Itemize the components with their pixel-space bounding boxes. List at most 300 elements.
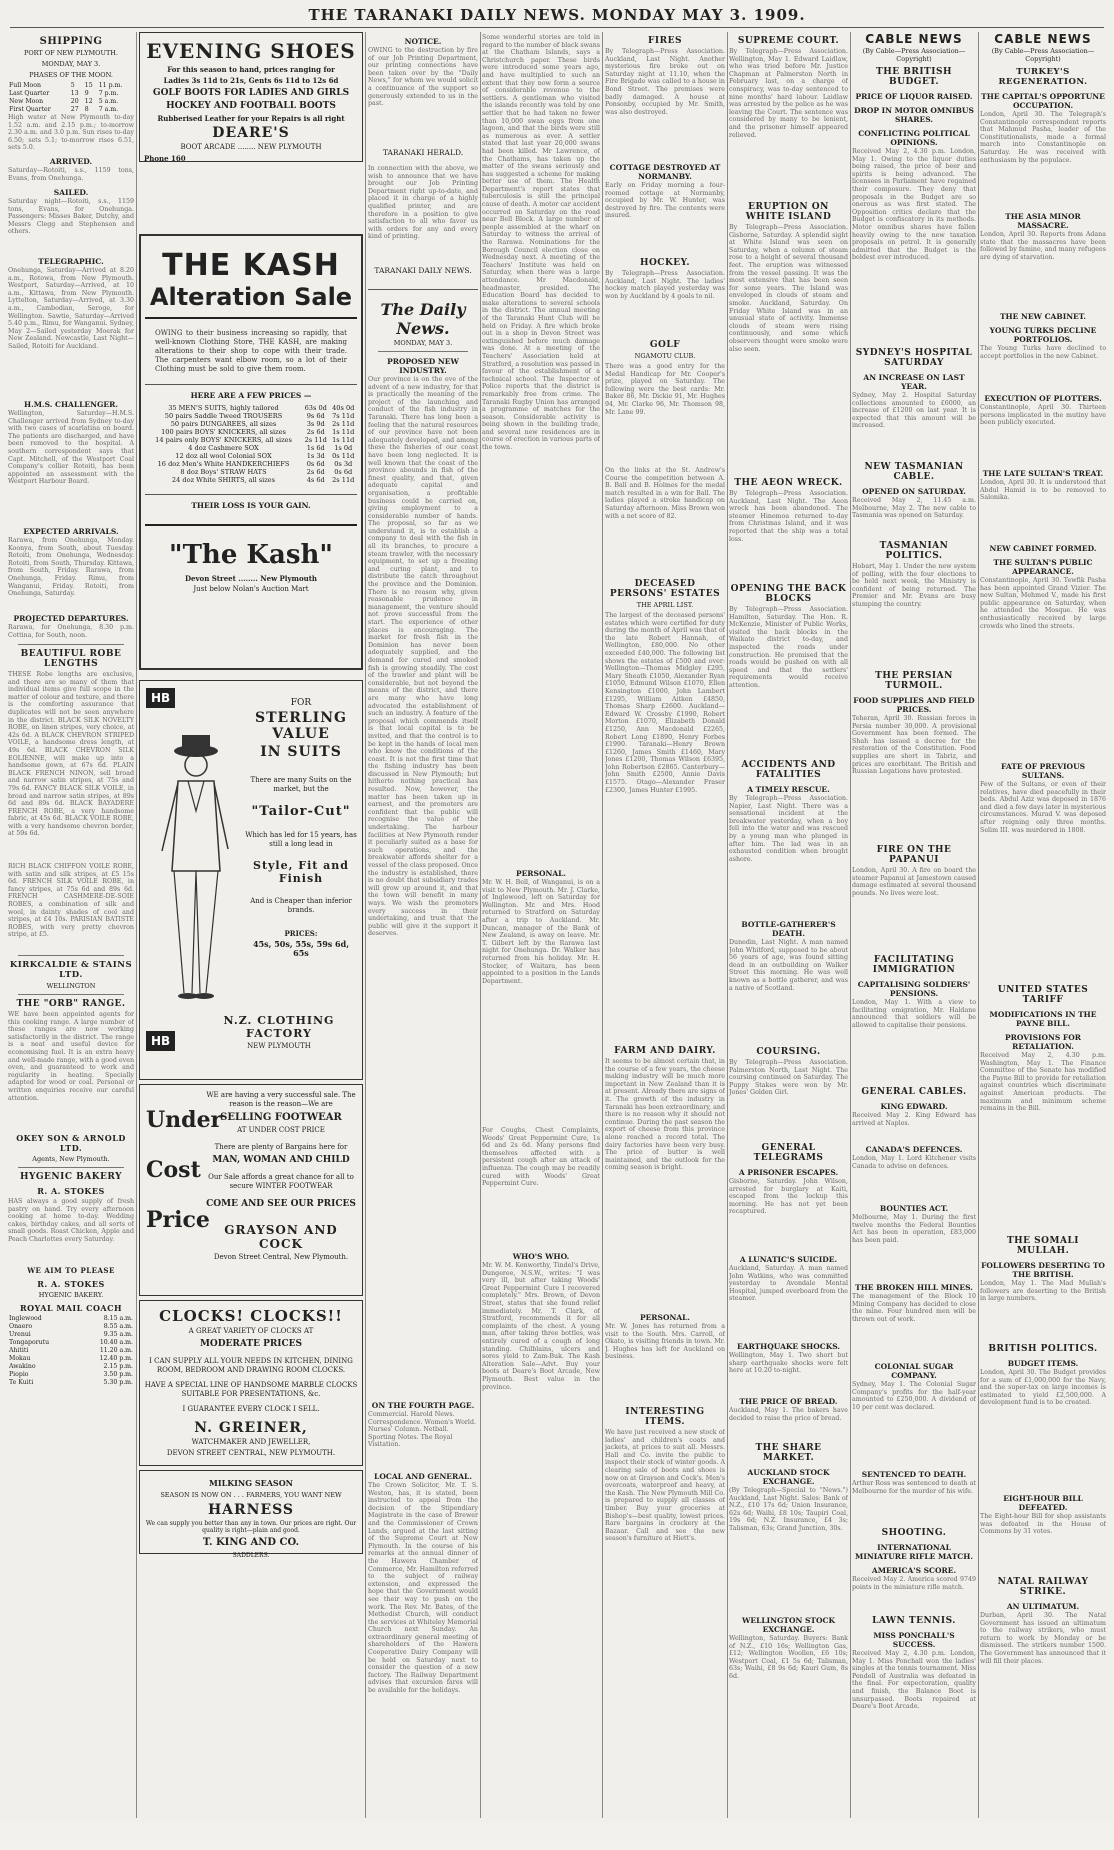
cabinet-formed-heading: NEW CABINET FORMED. (989, 544, 1097, 553)
under-word: Under (146, 1107, 223, 1133)
price-word: Price (146, 1207, 210, 1233)
moon-time: 7 a.m. (98, 106, 119, 113)
table-row (8, 1355, 134, 1363)
table-row (145, 444, 357, 452)
table-row (145, 468, 357, 476)
immigration-text: London, May 1. With a view to facilitating emigration, Mr. Haldane announced that soldiers will be allowed to capitalise their pensions. (852, 999, 976, 1029)
telegraphic-heading: TELEGRAPHIC. (38, 257, 104, 266)
table-row (8, 1347, 134, 1355)
column-rule (602, 32, 603, 1818)
harness-title: HARNESS (207, 1502, 295, 1518)
coursing-heading: COURSING. (756, 1047, 821, 1057)
moon-hour: 15 (84, 82, 93, 89)
selling-footwear: SELLING FOOTWEAR (220, 1112, 342, 1123)
kirkcaldie-heading: KIRKCALDIE & STAINS LTD. (9, 960, 133, 980)
persian-heading: THE PERSIAN TURMOIL. (875, 671, 953, 691)
bakery-text: HAS always a good supply of fresh pastry on hand. Try every afternoon cooking at home to-day. Wedding cakes, birthday cakes, and all sorts of small goods. Roast Chicken, Apple and Peach Charlottes every Saturday. (8, 1198, 134, 1243)
deare-sub: BOOT ARCADE ........ NEW PLYMOUTH (180, 143, 322, 151)
cabinet-heading: THE NEW CABINET. (999, 312, 1087, 321)
projected-heading: PROJECTED DEPARTURES. (13, 614, 129, 623)
greiner-title: N. GREINER, (194, 1420, 308, 1436)
general-heading: GENERAL TELEGRAMS (753, 1143, 824, 1163)
price-item: 100 pairs BOYS' KNICKERS, all sizes (161, 428, 286, 436)
king-edward-heading: KING EDWARD. (880, 1102, 948, 1111)
price-new: 1s 11d (332, 436, 355, 444)
cottage-text: Early on Friday morning a four-roomed cottage at Normanby, occupied by Mr. W. Hunter, was destroyed by fire. The contents were insured. (605, 182, 725, 220)
robe-heading: BEAUTIFUL ROBE LENGTHS (20, 649, 122, 669)
deare-title: DEARE'S (212, 125, 290, 141)
coach-time: 5.30 p.m. (103, 1379, 133, 1386)
eight-hour-text: The Eight-hour Bill for shop assistants was defeated in the House of Commons by 31 votes. (980, 1513, 1106, 1536)
hb-logo (146, 687, 175, 708)
fires-text: By Telegraph—Press Association. Auckland, Last Night. Another mysterious fire broke out on Saturday night at 11.10, when the Fire Brigade was called to a house in Bond Street. The premises were badly damaged. A house at Ponsonby, occupied by Mr. Smith, was also destroyed. (605, 48, 725, 116)
hb-logo-text: HB (146, 1031, 175, 1051)
selling-intro: WE are having a very successful sale. The reason is the reason—We are (206, 1091, 356, 1108)
sydney-text: Sydney, May 2. Hospital Saturday collections amounted to £6000, an increase of £1200 on last year. It is expected that this amount will be increased. (852, 392, 976, 430)
tide-text: High water at New Plymouth to-day 1.52 a.m. and 2.15 p.m.; to-morrow 2.30 a.m. and 3.0 p.m. Sun rises to-day 6.50; sets 5.1; to-morrow rises 6.51, sets 5.0. (8, 114, 134, 152)
broken-hill-heading: THE BROKEN HILL MINES. (855, 1283, 973, 1292)
ad-line: For this season to hand, prices ranging for (167, 65, 335, 74)
coursing-text: By Telegraph—Press Association. Palmerston North, Last Night. The coursing continued on Saturday. The Puppy Stakes were won by Mr. Jones' Golden Girl. (729, 1059, 848, 1097)
orb-text: WE have been appointed agents for this cooking range. A large number of these ranges are now working satisfactorily in the district. The range is a neat and useful device for economising fuel. It is an extra heavy and well-made range, with a good even oven, and guaranteed to work and regularity in heating. Specially adapted for wood or coal. Personal or written enquiries receive our careful attention. (8, 1011, 134, 1102)
bread-heading: THE PRICE OF BREAD. (739, 1397, 838, 1406)
hb-style: Style, Fit and Finish (253, 859, 349, 885)
column-editorial (368, 32, 478, 1822)
coach-stop: Mokau (9, 1355, 31, 1362)
bottle-text: Dunedin, Last Night. A man named John Whitford, supposed to be about 56 years of age, was found sitting dead in an outbuilding on Walker Street this morning. He was well known as a bottle gatherer, and was a native of Scotland. (729, 939, 848, 992)
wellington-sx-text: Wellington, Saturday. Buyers: Bank of N.Z., £10 16s; Wellington Gas, £12; Wellington Woollen, £6 10s; Westport Coal, £1 5s 6d; Talisman, 63s; Waihi, £8 9s 6d; Kauri Gum, 8s 6d. (729, 1635, 848, 1680)
bread-text: Auckland, May 1. The bakers have decided to raise the price of bread. (729, 1407, 848, 1422)
divider (18, 955, 124, 956)
telegraphic-text: Onehunga, Saturday—Arrived at 8.20 a.m., Rotowa, from New Plymouth. Westport, Saturday—Arrived, at 10 a.m., Kittawa, from New Plymouth. Lyttelton, Saturday—Arrived, at 3.30 a.m., Cambodian, Seroge, for Wellington. Sawtie, Saturday—Arrived 5.40 p.m., Rimu, for Wanganui. Sydney, May 2—Sailed yesterday Moerak for New Zealand. Newcastle, Last Night—Sailed, Rotoiti for Auckland. (8, 267, 134, 350)
colonial-sugar-heading: COLONIAL SUGAR COMPANY. (874, 1362, 954, 1380)
column-rule (727, 32, 728, 1818)
divider (18, 644, 124, 645)
table-row (8, 82, 134, 90)
fourth-page-list: Commercial. Harold News. Correspondence. Women's World. Nurses' Column. Netball. Sporting Notes. The Royal Visitation. (368, 1411, 476, 1449)
price-item: 14 pairs only BOYS' KNICKERS, all sizes (155, 436, 292, 444)
fourth-page-heading: ON THE FOURTH PAGE. (371, 1401, 475, 1410)
eruption-heading: ERUPTION ON WHITE ISLAND (745, 202, 832, 222)
milking-title: MILKING SEASON (209, 1478, 293, 1488)
hb-suits: IN SUITS (260, 744, 342, 760)
price-old: 4s 6d (306, 476, 325, 484)
moon-heading: PHASES OF THE MOON. (29, 71, 113, 79)
moon-hour: 9 (84, 90, 89, 97)
table-row (8, 1379, 134, 1387)
moon-phase: Full Moon (9, 82, 41, 89)
table-row (145, 412, 357, 420)
coach-table (8, 1315, 134, 1387)
coach-time: 8.55 a.m. (103, 1323, 133, 1330)
table-row (145, 452, 357, 460)
kash-address-2: Just below Nolan's Auction Mart (193, 585, 309, 593)
price-item: 12 doz all wool Colonial SOX (175, 452, 272, 460)
bakery-slogan: WE AIM TO PLEASE (27, 1266, 115, 1275)
general-cables-heading: GENERAL CABLES. (861, 1087, 967, 1097)
editorial-date: MONDAY, MAY 3. (393, 339, 453, 347)
golf-heading: GOLF (649, 340, 681, 350)
accidents-heading: ACCIDENTS AND FATALITIES (741, 760, 836, 780)
ad-line: Ladies 3s 11d to 21s, Gents 6s 11d to 12s 6d (163, 76, 339, 85)
ultimatum-heading: AN ULTIMATUM. (1006, 1602, 1080, 1611)
table-row (8, 1371, 134, 1379)
conflicting-heading: CONFLICTING POLITICAL OPINIONS. (858, 129, 970, 147)
personal-heading: PERSONAL. (515, 869, 567, 878)
price-old: 1s 6d (306, 444, 325, 452)
table-row (8, 98, 134, 106)
grayson-address: Devon Street Central, New Plymouth. (213, 1253, 349, 1261)
ad-line: HOCKEY AND FOOTBALL BOOTS (166, 101, 336, 111)
advert-text: For Coughs, Chest Complaints, Woods' Great Peppermint Cure, 1s 6d and 2s 6d. Many persons find themselves affected with a persistent cough after an attack of influenza. The cough may be readily cured with Woods' Great Peppermint Cure. (482, 1127, 600, 1188)
divider (378, 351, 468, 352)
price-new: 2s 11d (332, 476, 355, 484)
hb-tailor-cut: "Tailor-Cut" (251, 804, 351, 819)
public-appeal-text: Constantinople, April 30. Tewfik Pasha has been appointed Grand Vizier. The new Sultan, Mehmed V., made his first public appearance on Saturday, when he attended the Mosque. He was enthusiastically received by large crowds who lined the streets. (980, 577, 1106, 630)
tennis-sub: MISS PONCHALL'S SUCCESS. (873, 1631, 955, 1649)
arrived-heading: ARRIVED. (49, 157, 93, 166)
stokes-sub: HYGENIC BAKERY. (38, 1291, 104, 1299)
price-new: 40s 0d (332, 404, 355, 412)
kash-ad (139, 234, 363, 670)
personal-text: Mr. W. H. Bell, of Wanganui, is on a visit to New Plymouth. Mr. J. Clarke, of Inglewood, left on Saturday for Wellington. Mr. and Mrs. Hood returned to Stratford on Saturday after a trip to Auckland. Mr. Duncan, manager of the Bank of New Zealand, is away on leave. Mr. T. Gilbert left by the Rarawa last night for Onehunga. Dr. Walker has returned from his holiday. Mr. H. Stocker, of Waitara, has been appointed to a position in the Lands Department. (482, 879, 600, 985)
bargains-line: There are plenty of Bargains here for (214, 1143, 348, 1151)
price-old: 2s 6d (306, 428, 325, 436)
coach-time: 11.20 a.m. (99, 1347, 133, 1354)
port-heading: PORT OF NEW PLYMOUTH. (23, 49, 119, 57)
coach-time: 3.50 p.m. (103, 1371, 133, 1378)
wellington-sx-heading: WELLINGTON STOCK EXCHANGE. (741, 1616, 836, 1634)
price-new: 0s 3d (334, 460, 353, 468)
turkey-heading: TURKEY'S REGENERATION. (998, 67, 1088, 87)
hb-clothing-ad (139, 680, 363, 1080)
hb-np: NEW PLYMOUTH (247, 1042, 311, 1050)
price-old: 3s 9d (306, 420, 325, 428)
arrived-text: Saturday—Rotoiti, s.s., 1159 tons, Evans, from Onehunga. (8, 167, 134, 182)
hb-logo-text: HB (146, 688, 175, 708)
daily-news-sig: TARANAKI DAILY NEWS. (374, 266, 472, 275)
moon-time: 7 p.m. (98, 90, 119, 97)
moon-day: 20 (70, 98, 79, 105)
hygenic-heading: HYGENIC BAKERY (19, 1172, 123, 1182)
price-item: 50 pairs Saddle Tweed TROUSERS (164, 412, 283, 420)
bottle-heading: BOTTLE-GATHERER'S DEATH. (741, 920, 836, 938)
persian-sub: FOOD SUPPLIES AND FIELD PRICES. (853, 696, 975, 714)
farm-heading: FARM AND DAIRY. (614, 1046, 716, 1056)
moon-time: 5 a.m. (98, 98, 119, 105)
ad-line: Rubberised Leather for your Repairs is all right (157, 114, 345, 123)
public-appeal-heading: THE SULTAN'S PUBLIC APPEARANCE. (993, 558, 1093, 576)
immigration-sub: CAPITALISING SOLDIERS' PENSIONS. (857, 980, 971, 998)
cable-heading: CABLE NEWS (865, 32, 963, 46)
sailed-text: Saturday night—Rotoiti, s.s., 1159 tons, Evans, for Onehunga. Passengers: Misses Baker, Dutchy, and Messrs Clegg and Stephenson and others. (8, 198, 134, 236)
kash-text: OWING to their business increasing so rapidly, that well-known Clothing Store, THE KASH, are making alterations to their shop to cope with their trade. The carpenters want elbow room, so a lot of their Clothing must be sold to give them room. (155, 329, 347, 373)
price-item: 35 MEN'S SUITS, highly tailored (168, 404, 279, 412)
under-cost-price (142, 1105, 223, 1235)
moon-hour: 12 (84, 98, 93, 105)
king-edward-text: Received May 2. King Edward has arrived at Naples. (852, 1112, 976, 1127)
previous-heading: FATE OF PREVIOUS SULTANS. (1000, 762, 1086, 780)
price-new: 0s 6d (334, 468, 353, 476)
greiner-address: DEVON STREET CENTRAL, NEW PLYMOUTH. (166, 1449, 336, 1457)
earthquake-text: Wellington, May 1. Two short but sharp earthquake shocks were felt here at 10.20 to-night. (729, 1352, 848, 1375)
moon-day: 27 (70, 106, 79, 113)
okey-heading: OKEY SON & ARNOLD LTD. (16, 1133, 126, 1153)
somali-sub: FOLLOWERS DESERTING TO THE BRITISH. (981, 1261, 1105, 1279)
table-row (8, 106, 134, 114)
natal-heading: NATAL RAILWAY STRIKE. (997, 1577, 1089, 1597)
back-blocks-heading: OPENING THE BACK BLOCKS (730, 584, 847, 604)
coach-stop: Tongaporutu (9, 1339, 50, 1346)
clocks-supply: I CAN SUPPLY ALL YOUR NEEDS IN KITCHEN, DINING ROOM, BEDROOM AND DRAWING ROOM CLOCKS. (149, 1357, 353, 1374)
coach-stop: Onaero (9, 1323, 33, 1330)
moon-time: 11 p.m. (98, 82, 123, 89)
colonial-sugar-text: Sydney, May 1. The Colonial Sugar Company's profits for the half-year amounted to £250,000. A dividend of 10 per cent was declared. (852, 1381, 976, 1411)
hb-text-2: Which has led for 15 years, has still a long lead in (245, 831, 357, 848)
notice-text: OWING to the destruction by fire of our Job Printing Department, our printing connections have been taken over by the "Daily News," for whom we would solicit a continuance of the support so generously extended to us in the past. (368, 47, 478, 108)
eruption-text: By Telegraph—Press Association. Gisborne, Saturday. A splendid sight at White Island was seen on Saturday, when a column of steam rose to a height of several thousand feet. The eruption was witnessed from the vessel passing. It was the most extensive that has been seen for some years. The Island was enveloped in clouds of steam and smoke. Auckland, Saturday. On Friday White Island was in an unusual state of activity. Immense clouds of steam were rising continuously, and some which observers thought were smoke were also seen. (729, 224, 848, 353)
ultimatum-text: Durban, April 30. The Natal Government has issued an ultimatum to the railway strikers, who must return to work by Monday or be dismissed. The strikers number 1500. The Government has announced that it will fill their places. (980, 1612, 1106, 1665)
lunatic-heading: A LUNATIC'S SUICIDE. (739, 1255, 838, 1264)
table-row (145, 420, 357, 428)
grayson-cock-ad (139, 1084, 363, 1296)
deceased-sub: THE APRIL LIST. (636, 601, 694, 609)
price-item: 16 doz Men's White HANDKERCHIEFS (157, 460, 290, 468)
evening-shoes-ad (139, 32, 363, 162)
stokes-heading: R. A. STOKES (37, 1186, 105, 1196)
notice-heading: NOTICE. (404, 37, 442, 46)
price-new: 1s 0d (334, 444, 353, 452)
harness-sub: We can supply you better than any in town. Our prices are right. Our quality is right—plain and good. (145, 1520, 357, 1534)
british-politics-heading: BRITISH POLITICS. (988, 1344, 1098, 1354)
turkey-sub: THE CAPITAL'S OPPORTUNE OCCUPATION. (981, 92, 1105, 110)
price-old: 2s 11d (304, 436, 327, 444)
column-rule (136, 32, 137, 1818)
tasman-cable-text: Received May 2, 11.45 a.m. Melbourne, May 2. The new cable to Tasmania was opened on Saturday. (852, 497, 976, 520)
divider (18, 1167, 124, 1168)
cottage-heading: COTTAGE DESTROYED AT NORMANBY. (609, 163, 721, 181)
price-item: 50 pairs DUNGAREES, all sizes (170, 420, 277, 428)
coach-stop: Urenui (9, 1331, 31, 1338)
young-turks-heading: YOUNG TURKS DECLINE PORTFOLIOS. (989, 326, 1097, 344)
tasman-politics-heading: TASMANIAN POLITICS. (879, 541, 949, 561)
cable-sub: (By Cable—Press Association—Copyright) (991, 47, 1095, 63)
sentenced-heading: SENTENCED TO DEATH. (861, 1470, 967, 1479)
alteration-heading: Alteration Sale (145, 283, 357, 319)
bounties-heading: BOUNTIES ACT. (879, 1204, 949, 1213)
expected-text: Rarawa, from Onehunga, Monday. Koonya, from South, about Tuesday. Rotoiti, from Onehunga, Wednesday. Rotoiti, from South, Thursday. Kittawa, from South, Friday. Rarawa, from Onehunga, Friday. Rimu, from Wanganui, Friday. Rotoiti, from Onehunga, Saturday. (8, 537, 134, 598)
execution-heading: EXECUTION OF PLOTTERS. (984, 394, 1102, 403)
column-rule (850, 32, 851, 1818)
table-row (145, 436, 357, 444)
hb-sterling: STERLING VALUE (255, 710, 347, 742)
herald-sig: TARANAKI HERALD. (382, 148, 464, 157)
moon-phase: First Quarter (9, 106, 51, 113)
aeon-heading: THE AEON WRECK. (734, 478, 843, 488)
king-harness-ad (139, 1470, 363, 1558)
price-old: 0s 6d (306, 460, 325, 468)
coach-time: 9.35 a.m. (103, 1331, 133, 1338)
the-kash-title: "The Kash" (145, 524, 357, 570)
rifle-heading: INTERNATIONAL MINIATURE RIFLE MATCH. (855, 1543, 973, 1561)
moon-day: 5 (70, 82, 75, 89)
somali-text: London, May 1. The Mad Mullah's followers are deserting to the British in large numbers. (980, 1280, 1106, 1303)
column-advertisements (139, 32, 363, 1558)
budget-text: Received May 2, 4.30 p.m. London, May 1. Owing to the liquor duties being raised, the price of beer and spirits is being advanced. The licensees in Parliament have regained their composure. They deny that proposals in the Budget are so onerous as was first stated. The Opposition critics declare that the Budget is confiscatory in its methods. Motor omnibus shares have fallen heavily owing to the new taxation proposals on petrol. It is generally admitted that the Budget is the boldest ever introduced. (852, 148, 976, 262)
stokes-heading-2: R. A. STOKES (37, 1279, 105, 1289)
coach-stop: Inglewood (9, 1315, 42, 1322)
asia-heading: THE ASIA MINOR MASSACRE. (1005, 212, 1081, 230)
farm-text: It seems to be almost certain that, in the course of a few years, the cheese making industry will be much more important in New Zealand than it is at present. Already there are signs of it. The growth of the industry in Taranaki has been extraordinary, and there is no reason why it should not continue. During the past season the export of cheese from this province alone reached a record total. The dairy factories have been very busy. The price of butter is well maintained, and the outlook for the coming season is bright. (605, 1058, 725, 1172)
interesting-heading: INTERESTING ITEMS. (625, 1407, 705, 1427)
late-sultan-heading: THE LATE SULTAN'S TREAT. (982, 469, 1104, 478)
column-shipping (8, 32, 134, 1387)
come-see: COME AND SEE OUR PRICES (206, 1199, 356, 1209)
robe-text: THESE Robe lengths are exclusive, and there are so many of them that individual items give full scope in the matter of colour and texture, and there is the comforting assurance that duplicates will not be seen anywhere in the district. BLACK SILK NOVELTY ROBE, on linen stripes, very choice, at 42s 6d. A BLACK CHEVRON STRIPED VOILE, a handsome dress length, at 49s 6d. BLACK CHEVRON SILK EOLIENNE, will make up into a handsome gown, at 67s 6d. PLAIN BLACK FRENCH NINON, sell broad and narrow satin stripes, at 75s and 79s 6d. FANCY BLACK SILK VOILE, in broad and narrow satin stripes, at 89s 6d and 89s 6d. BLACK BAYADERE FRENCH ROBE, a very handsome fabric, at 45s 6d. BLACK VOILE ROBE, with a very handsome chevron border, at 59s 6d. (8, 671, 134, 838)
cable-sub: (By Cable—Press Association—Copyright) (862, 47, 966, 63)
moon-day: 13 (70, 90, 79, 97)
price-new: 0s 11d (332, 452, 355, 460)
clocks-title: CLOCKS! CLOCKS!! (159, 1307, 343, 1325)
sale-affords: Our Sale affords a great chance for all to secure WINTER FOOTWEAR (208, 1173, 354, 1190)
under-cost-line: AT UNDER COST PRICE (237, 1126, 325, 1134)
table-row (145, 476, 357, 484)
column-general (482, 32, 600, 1742)
hb-factory: N.Z. CLOTHING FACTORY (223, 1014, 335, 1040)
provisions-text: Received May 2, 4.30 p.m. Washington, May 1. The Finance Committee of the Senate has modified the Payne Bill to provide for retaliation against countries which discriminate against American products. The maximum and minimum scheme remains in the Bill. (980, 1052, 1106, 1113)
tasman-cable-sub: OPENED ON SATURDAY. (862, 487, 966, 496)
us-tariff-heading: UNITED STATES TARIFF (997, 985, 1089, 1005)
coach-time: 12.40 p.m. (99, 1355, 133, 1362)
grayson-title: GRAYSON AND COCK (224, 1223, 338, 1251)
budget-heading: THE BRITISH BUDGET. (876, 67, 952, 87)
cost-word: Cost (146, 1157, 201, 1183)
shipping-heading: SHIPPING (39, 36, 103, 47)
who-text: Mr. W. M. Kenworthy, Tindel's Drive, Dungeree, N.S.W., writes: "I was very ill, but after taking Woods' Great Peppermint Cure I recovered completely." Mrs. Brown, of Devon Street, states that she found relief immediately. Mr. T. Clark, of Stratford, recommends it for all complaints of the chest. A young man, after taking three bottles, was entirely cured of a cough of long standing. Chilblains, ulcers and sores yield to Zam-Buk. The Kash Alteration Sale—Advt. Buy your boots at Deare's Boot Arcade, New Plymouth. Best value in the province. (482, 1262, 600, 1391)
few-prices: HERE ARE A FEW PRICES — (145, 384, 357, 400)
personal-text-2: Mr. W. Jones has returned from a visit to the South. Mrs. Carroll, of Okato, is visiting friends in town. Mr. J. Hughes has left for Auckland on business. (605, 1323, 725, 1361)
coach-time: 10.40 a.m. (99, 1339, 133, 1346)
local-heading: LOCAL AND GENERAL. (374, 1472, 472, 1481)
greiner-clocks-ad (139, 1300, 363, 1466)
clocks-guarantee: I GUARANTEE EVERY CLOCK I SELL. (182, 1405, 320, 1413)
table-row (8, 1339, 134, 1347)
challenger-heading: H.M.S. CHALLENGER. (24, 400, 118, 409)
personal-heading-2: PERSONAL. (639, 1313, 691, 1322)
hockey-text: By Telegraph—Press Association. Auckland, Last Night. The ladies' hockey match played yesterday was won by Auckland by 4 goals to nil. (605, 270, 725, 300)
share-heading: THE SHARE MARKET. (755, 1443, 822, 1463)
shipping-date: MONDAY, MAY 3. (41, 60, 101, 68)
shooting-heading: SHOOTING. (881, 1528, 947, 1538)
cable-heading: CABLE NEWS (994, 32, 1092, 46)
aeon-text: By Telegraph—Press Association. Auckland, Last Night. The Aeon wreck has been abandoned. The steamer Hinemoa returned to-day from Christmas Island, and it was reported that the ship was a total loss. (729, 490, 848, 543)
hb-text-1: There are many Suits on the market, but the (250, 776, 352, 793)
somali-heading: THE SOMALI MULLAH. (1006, 1236, 1080, 1256)
robe-text-2: RICH BLACK CHIFFON VOILE ROBE, with satin and silk stripes, at £5 15s 6d. FRENCH SILK VOILE ROBE, in fancy stripes, at 75s 6d and 89s 6d. FRENCH CASHMERE-DE-SOIE ROBES, a combination of silk and wool, in dainty shades of cool and stripes, at £4 10s. PARISIAN BATISTE ROBES, with very pretty chevron stripe, at £5. (8, 863, 134, 939)
royal-mail-heading: ROYAL MAIL COACH (19, 1303, 123, 1313)
bounties-text: Melbourne, May 1. During the first twelve months the Federal Bounties Act has been in operation, £83,000 has been paid. (852, 1214, 976, 1244)
motor-heading: DROP IN MOTOR OMNIBUS SHARES. (854, 106, 974, 124)
budget-sub: PRICE OF LIQUOR RAISED. (855, 92, 973, 101)
kash-heading: THE KASH (162, 248, 340, 283)
persian-text: Teheran, April 30. Russian forces in Persia number 30,000. A provisional Government has been formed. The Shah has issued a decree for the restoration of the Constitution. Food supplies are short in Tabriz, and prices are exorbitant. The British and Russian Legations have protested. (852, 715, 976, 776)
papanui-heading: FIRE ON THE PAPANUI (876, 845, 952, 865)
kash-prices-table (145, 404, 357, 484)
coach-stop: Te Kuiti (9, 1379, 34, 1386)
immigration-heading: FACILITATING IMMIGRATION (872, 955, 956, 975)
evening-shoes-title: EVENING SHOES (146, 39, 356, 63)
broken-hill-text: The management of the Block 10 Mining Company has decided to close the mine. Four hundred men will be thrown out of work. (852, 1293, 976, 1323)
golf-text: There was a good entry for the Medal Handicap for Mr. Cooper's prize, played on Saturday. The following were the best cards: Mr. Baker 86, Mr. Dickie 91, Mr. Hughes 94, Mr. Clarke 96, Mr. Thomson 98, Mr. Lane 99. (605, 363, 725, 416)
projected-text: Rarawa, for Onehunga, 8.30 p.m. Cottina, for South, noon. (8, 624, 134, 639)
golf-sub: NGAMOTU CLUB. (634, 352, 696, 360)
deceased-heading: DECEASED PERSONS' ESTATES (609, 579, 721, 599)
canada-heading: CANADA'S DEFENCES. (865, 1145, 963, 1154)
greiner-sub: WATCHMAKER AND JEWELLER, (191, 1438, 311, 1446)
table-row (145, 404, 357, 412)
payne-heading: MODIFICATIONS IN THE PAYNE BILL. (989, 1010, 1097, 1028)
back-blocks-text: By Telegraph—Press Association. Hamilton, Saturday. The Hon. R. McKenzie, Minister of Public Works, visited the back blocks in the Waikato district to-day, and inspected the roads under construction. He promised that the roads would be pushed on with all speed and that the settlers' requirements would receive attention. (729, 606, 848, 689)
coach-stop: Awakino (9, 1363, 36, 1370)
loss-line: THEIR LOSS IS YOUR GAIN. (145, 494, 357, 510)
price-item: 4 doz Cashmere SOX (188, 444, 259, 452)
tennis-heading: LAWN TENNIS. (872, 1616, 956, 1626)
hb-prices-label: PRICES: (284, 929, 318, 938)
deceased-text: The largest of the deceased persons' estates which were certified for duty during the month of April was that of the late Robert Hannah, of Wellington, £80,000. No other exceeded £40,000. The following list shows the estates of £500 and over: Wellington—Thomas Midgley £295, Mary Sheath £1050, Alexander Ryan £1050, Edmund Wilson £1070, Ellen Kensington £1000, John Lambert £1295, William Aitken £4850, Thomas Sharp £2600. Auckland—Edward W. Crossby £1990, Robert Morton £1070, Elizabeth Donald £1250, Ann Macdonald £2265, Robert Long £1890, Henry Forbes £1990. Taranaki—Henry Brown £1260, James Smith £1460, Mary Jones £1200, Thomas Wilson £6395, John Robertson £2865. Canterbury—John Smith £2500, Annie Davis £1575. Otago—Alexander Fraser £2300, James Hunter £1995. (605, 612, 725, 794)
column-cable-news-2 (980, 32, 1106, 1762)
column-rule (480, 32, 481, 1818)
asia-text: London, April 30. Reports from Adana state that the massacres have been followed by famine, and many refugees are dying of starvation. (980, 231, 1106, 261)
masthead: THE TARANAKI DAILY NEWS. MONDAY MAY 3. 1909. (10, 6, 1104, 28)
price-new: 1s 11d (332, 428, 355, 436)
man-in-suit-icon (144, 731, 244, 1001)
coach-stop: Ahititi (9, 1347, 29, 1354)
industry-heading: PROPOSED NEW INDUSTRY. (387, 357, 459, 375)
column-rule (978, 32, 979, 1818)
okey-sub: Agents, New Plymouth. (32, 1155, 110, 1163)
table-row (145, 428, 357, 436)
table-row (8, 1323, 134, 1331)
ad-line: GOLF BOOTS FOR LADIES AND GIRLS (152, 88, 350, 98)
americas-heading: AMERICA'S SCORE. (871, 1566, 957, 1575)
sailed-heading: SAILED. (53, 188, 89, 197)
golf-text-2: On the links at the St. Andrew's Course the competition between A. B. Ball and B. Holmes for the medal match resulted in a win for Ball. The ladies played a stroke handicap on Saturday afternoon. Miss Brown won with a net score of 82. (605, 467, 725, 520)
supreme-heading: SUPREME COURT. (737, 36, 840, 46)
clocks-marble: HAVE A SPECIAL LINE OF HANDSOME MARBLE CLOCKS SUITABLE FOR PRESENTATIONS, &c. (144, 1381, 358, 1398)
previous-text: Few of the Sultans, or even of their relatives, have died peacefully in their beds. Abdul Aziz was deposed in 1876 and died a few days later in mysterious circumstances. Murad V. was deposed after reigning only three months. Selim III. was murdered in 1808. (980, 781, 1106, 834)
earthquake-heading: EARTHQUAKE SHOCKS. (736, 1342, 841, 1351)
moderate-prices: MODERATE PRICES (199, 1339, 303, 1349)
young-turks-text: The Young Turks have declined to accept portfolios in the new Cabinet. (980, 345, 1106, 360)
budget-items-heading: BUDGET ITEMS. (1007, 1359, 1079, 1368)
hb-factory-block (200, 1012, 358, 1053)
price-old: 9s 6d (306, 412, 325, 420)
local-text: The Crown Solicitor, Mr. T. S. Weston, has, it is stated, been instructed to appeal from the decision of the Stipendiary Magistrate in the case of Brewer and the Commissioner of Crown Lands, argued at the last sitting of the Supreme Court at New Plymouth. In the course of his remarks at the annual dinner of the Hawera Chamber of Commerce, Mr. Hamilton referred to the subject of railway extension, and expressed the hope that the Government would see their way to push on the work. The Rev. Mr. Bates, of the Methodist Church, will conduct the services at Whiteley Memorial Church next Sunday. An extraordinary general meeting of shareholders of the Hawera Cooperative Dairy Company will be held on Saturday next to consider the question of a new factory. The Railway Department advises that excursion fares will be available for the holidays. (368, 1482, 478, 1695)
column-local-news (605, 32, 725, 1789)
lunatic-text: Auckland, Saturday. A man named John Watkins, who was committed yesterday to Avondale Mental Hospital, jumped overboard from the steamer. (729, 1265, 848, 1303)
rescue-text: By Telegraph—Press Association. Napier, Last Night. There was a sensational incident at the breakwater yesterday, when a boy fell into the water and was rescued by a young man who plunged in after him. The lad was in an exhausted condition when brought ashore. (729, 795, 848, 863)
prisoner-heading: A PRISONER ESCAPES. (738, 1168, 839, 1177)
rescue-heading: A TIMELY RESCUE. (747, 785, 830, 794)
deare-phone: Phone 160 (144, 154, 186, 163)
industry-text: Our province is on the eve of the advent of a new industry, for that is practically the meaning of the project of the launching and conduct of the fish industry in Taranaki. There has long been a feeling that the natural resources of our province have not been adequately developed, and among these the fisheries of our coast have been long neglected. It is well known that the coast of the province abounds in fish of the finest quality, and that, given adequate capital and organisation, a profitable business could be carried on, giving employment to a considerable number of hands. The proposal, so far as we understand it, is to establish a company to deal with the fish in all its branches, to procure a steam trawler, with the necessary equipment, to set up a freezing and curing plant, and to distribute the catch throughout the province and the Dominion. There is no reason why, given reasonable prudence in management, the venture should not prove successful from the start. The experience of other places is encouraging. The market for fresh fish in the Dominion has never been adequately supplied, and the demand for cured and smoked fish is growing steadily. The cost of the trawler and plant will be considerable, but not beyond the means of the district, and there are many who have long advocated the establishment of such an industry. A feature of the proposal which commends itself is that local capital is to be invited, and that the control is to be kept in the hands of local men who know the conditions of the coast. It is not the first time that the fishing industry has been discussed in New Plymouth; but hitherto nothing practical has resulted. Now, however, the matter has been taken up in earnest, and the promoters are confident that the public will recognise the value of the undertaking. The harbour facilities at New Plymouth render it peculiarly suited as a base for such operations, and the breakwater affords shelter for a vessel of the class proposed. Once the industry is established, there is no doubt that subsidiary trades will grow up around it, and that the town will benefit in many ways. We wish the promoters every success in their undertaking, and trust that the public will give it the support it deserves. (368, 376, 478, 938)
price-new: 2s 11d (332, 420, 355, 428)
man-illustration (144, 731, 244, 1001)
challenger-text: Wellington, Saturday—H.M.S. Challenger arrived from Sydney to-day with two cases of scarlatina on board. The patients are discharged, and have been removed to the hospital. A southern correspondent says that Capt. Mitchell, of the Westport Coal Company's collier Rotoiti, has been appointed an assessment with the Westport Harbour Board. (8, 410, 134, 486)
interesting-text: We have just received a new stock of ladies' and children's coats and jackets, at prices to suit all. Messrs. Hall and Co. invite the public to inspect their stock of winter goods. A clearing sale of boots and shoes is now on at Grayson and Cock's. Men's overcoats, waterproof and heavy, at the Kash. The New Plymouth Mill Co. is prepared to supply all classes of timber. Buy your groceries at Bishop's—best quality, lowest prices. Rare bargains in crockery at the Bazaar. Call and see the new season's furniture at Hiett's. (605, 1429, 725, 1543)
moon-phase: Last Quarter (9, 90, 50, 97)
column-rule (365, 32, 366, 1818)
